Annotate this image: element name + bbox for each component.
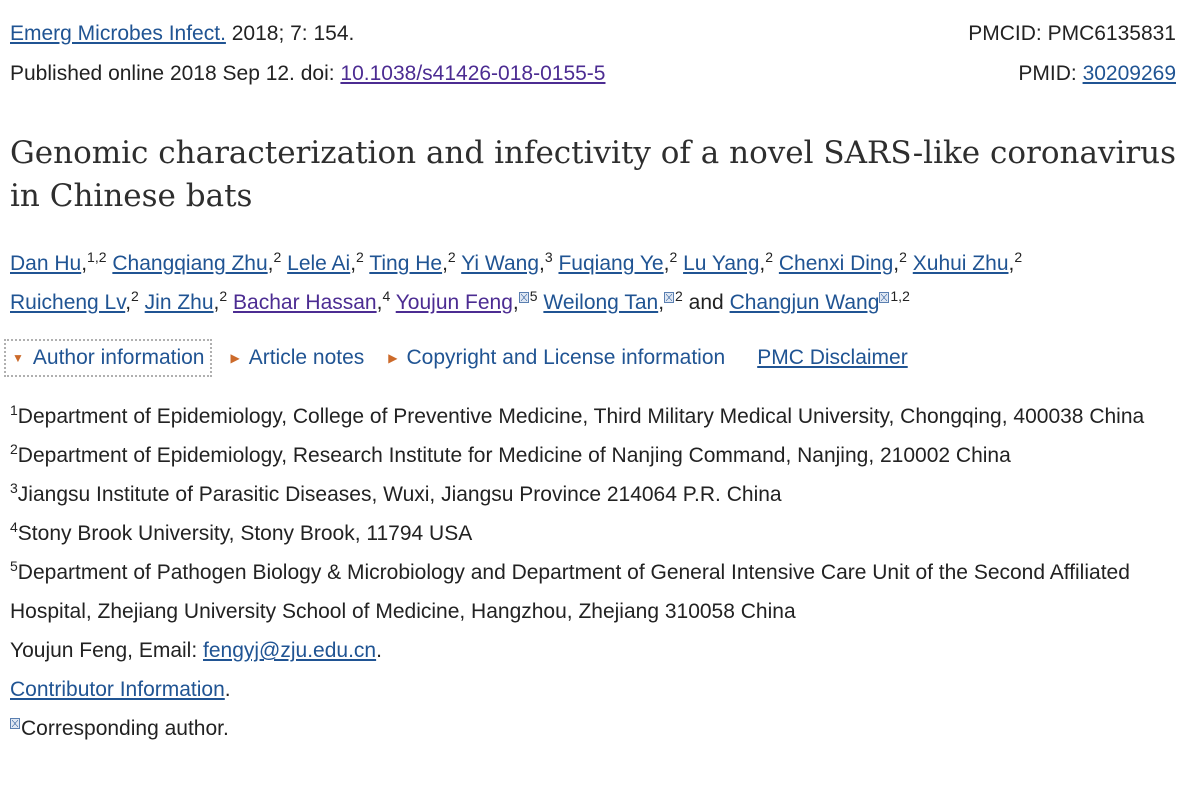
caret-right-icon: ▶: [230, 351, 240, 365]
article-title: Genomic characterization and infectivity of a novel SARS-like coronavirus in Chinese bats: [10, 135, 1177, 214]
author-link[interactable]: Weilong Tan: [543, 291, 659, 314]
contact-suffix: .: [376, 639, 382, 662]
tab-author-information[interactable]: [4, 339, 212, 377]
author-link[interactable]: Bachar Hassan: [233, 291, 377, 314]
pmc-disclaimer-link[interactable]: [751, 339, 914, 377]
author-link[interactable]: Ting He: [369, 252, 443, 275]
author-affiliation-sup: 2: [765, 249, 774, 265]
email-link[interactable]: fengyj@zju.edu.cn: [203, 639, 377, 662]
author-row: [10, 244, 1190, 283]
pmid: [1018, 62, 1176, 86]
author-link[interactable]: Ruicheng Lv: [10, 291, 126, 314]
tab-label: Article notes: [248, 346, 365, 369]
affiliation: [10, 553, 1195, 631]
journal-citation: [10, 22, 354, 46]
author-link[interactable]: Jin Zhu: [144, 291, 214, 314]
contact-prefix: Youjun Feng, Email:: [10, 639, 204, 662]
author: Xuhui Zhu,$^2$: [912, 249, 1023, 275]
affiliation-text: Stony Brook University, Stony Brook, 11794 USA: [17, 522, 473, 545]
affiliation-number: 2: [10, 441, 18, 457]
tab-article-notes[interactable]: [224, 339, 370, 377]
doi-link[interactable]: 10.1038/s41426-018-0155-5: [340, 62, 606, 85]
author-link[interactable]: Lele Ai: [287, 252, 351, 275]
affiliation-text: Department of Epidemiology, Research Institute for Medicine of Nanjing Command, Nanjing, 210002 China: [17, 444, 1011, 467]
author-link[interactable]: Chenxi Ding: [778, 252, 894, 275]
pmcid: PMCID: PMC6135831: [968, 22, 1176, 45]
author: Yi Wang,$^3$: [461, 249, 553, 275]
author: [688, 288, 910, 314]
author-affiliation-sup: 2: [669, 249, 678, 265]
published-date: Published online 2018 Sep 12. doi:: [10, 62, 341, 85]
authors-and: and: [688, 291, 724, 314]
affiliation-text: Jiangsu Institute of Parasitic Diseases, Wuxi, Jiangsu Province 214064 P.R. China: [17, 483, 782, 506]
author: Youjun Feng, $^5$: [395, 288, 538, 314]
publication-info: [10, 62, 605, 86]
mail-icon: [10, 718, 20, 729]
author-affiliation-sup: 1,2: [87, 249, 107, 265]
author-link[interactable]: Yi Wang: [461, 252, 539, 275]
author: Lele Ai,$^2$: [287, 249, 364, 275]
pmid-link[interactable]: 30209269: [1082, 62, 1176, 85]
tab-label: PMC Disclaimer: [757, 346, 908, 369]
author: Ruicheng Lv,$^2$: [10, 288, 139, 314]
affiliation: [10, 475, 1195, 514]
author: Lu Yang,$^2$: [683, 249, 774, 275]
author-affiliation-sup: 1,2: [890, 288, 910, 304]
affiliation-number: 5: [10, 558, 18, 574]
affiliation-number: 4: [10, 519, 18, 535]
tab-label: Copyright and License information: [406, 346, 726, 369]
author: Jin Zhu,$^2$: [144, 288, 228, 314]
contributor-information-link[interactable]: Contributor Information: [10, 678, 225, 701]
author-link[interactable]: Youjun Feng: [395, 291, 513, 314]
author-list: [10, 244, 1190, 322]
contributor-suffix: .: [224, 678, 231, 701]
author-link[interactable]: Fuqiang Ye: [558, 252, 664, 275]
author-affiliation-sup: 2: [131, 288, 139, 304]
caret-right-icon: ▶: [388, 351, 398, 365]
citation-line: [10, 22, 1176, 46]
affiliation-text: Department of Pathogen Biology & Microbiology and Department of General Intensive Care Unit of the Second Affiliated Hospital, Zhejiang University School of Medicine, Hangzhou, Zhejiang 310058 China: [10, 561, 1130, 623]
affiliation-text: Department of Epidemiology, College of Preventive Medicine, Third Military Medical University, Chongqing, 400038 China: [17, 405, 1145, 428]
author-affiliation-sup: 4: [382, 288, 391, 304]
author-information-panel: [10, 397, 1195, 748]
tab-copyright[interactable]: [382, 339, 731, 377]
author-affiliation-sup: 2: [675, 288, 683, 304]
author-link[interactable]: Changjun Wang: [729, 291, 880, 314]
corresponding-note: [10, 709, 1195, 748]
pmid-label: PMID:: [1018, 62, 1083, 85]
mail-icon[interactable]: [879, 292, 889, 303]
affiliation: [10, 514, 1195, 553]
publication-line: [10, 62, 1176, 86]
author-affiliation-sup: 3: [544, 249, 553, 265]
journal-link[interactable]: Emerg Microbes Infect.: [10, 22, 226, 45]
mail-icon[interactable]: [519, 292, 529, 303]
tab-label: Author information: [32, 346, 205, 369]
corresponding-note-text: Corresponding author.: [21, 717, 229, 740]
author: Chenxi Ding,$^2$: [778, 249, 907, 275]
author-affiliation-sup: 2: [1014, 249, 1023, 265]
author-row: [10, 283, 1190, 322]
author: Bachar Hassan,$^4$: [233, 288, 391, 314]
author-affiliation-sup: 2: [273, 249, 282, 265]
author-link[interactable]: Lu Yang: [683, 252, 760, 275]
author-affiliation-sup: 2: [219, 288, 228, 304]
contact-email: [10, 631, 1195, 670]
contributor-information: [10, 670, 1195, 709]
author-link[interactable]: Xuhui Zhu: [912, 252, 1009, 275]
author-link[interactable]: Changqiang Zhu: [112, 252, 268, 275]
journal-volume: 2018; 7: 154.: [225, 22, 355, 45]
author-affiliation-sup: 2: [447, 249, 456, 265]
affiliation-number: 3: [10, 480, 18, 496]
author-link[interactable]: Dan Hu: [10, 252, 82, 275]
author-affiliation-sup: 5: [529, 288, 538, 304]
author: Changqiang Zhu,$^2$: [112, 249, 282, 275]
caret-down-icon: ▼: [12, 351, 24, 365]
author: Fuqiang Ye,$^2$: [558, 249, 678, 275]
mail-icon[interactable]: [664, 292, 674, 303]
author: Ting He,$^2$: [369, 249, 456, 275]
author: Weilong Tan, $^2$: [543, 288, 683, 314]
article-info-tabs: [4, 338, 914, 378]
affiliation: [10, 436, 1195, 475]
author-affiliation-sup: 2: [356, 249, 364, 265]
affiliation: [10, 397, 1195, 436]
affiliation-number: 1: [10, 402, 18, 418]
author: Dan Hu,$^{1,2}$: [10, 249, 107, 275]
author-affiliation-sup: 2: [899, 249, 907, 265]
